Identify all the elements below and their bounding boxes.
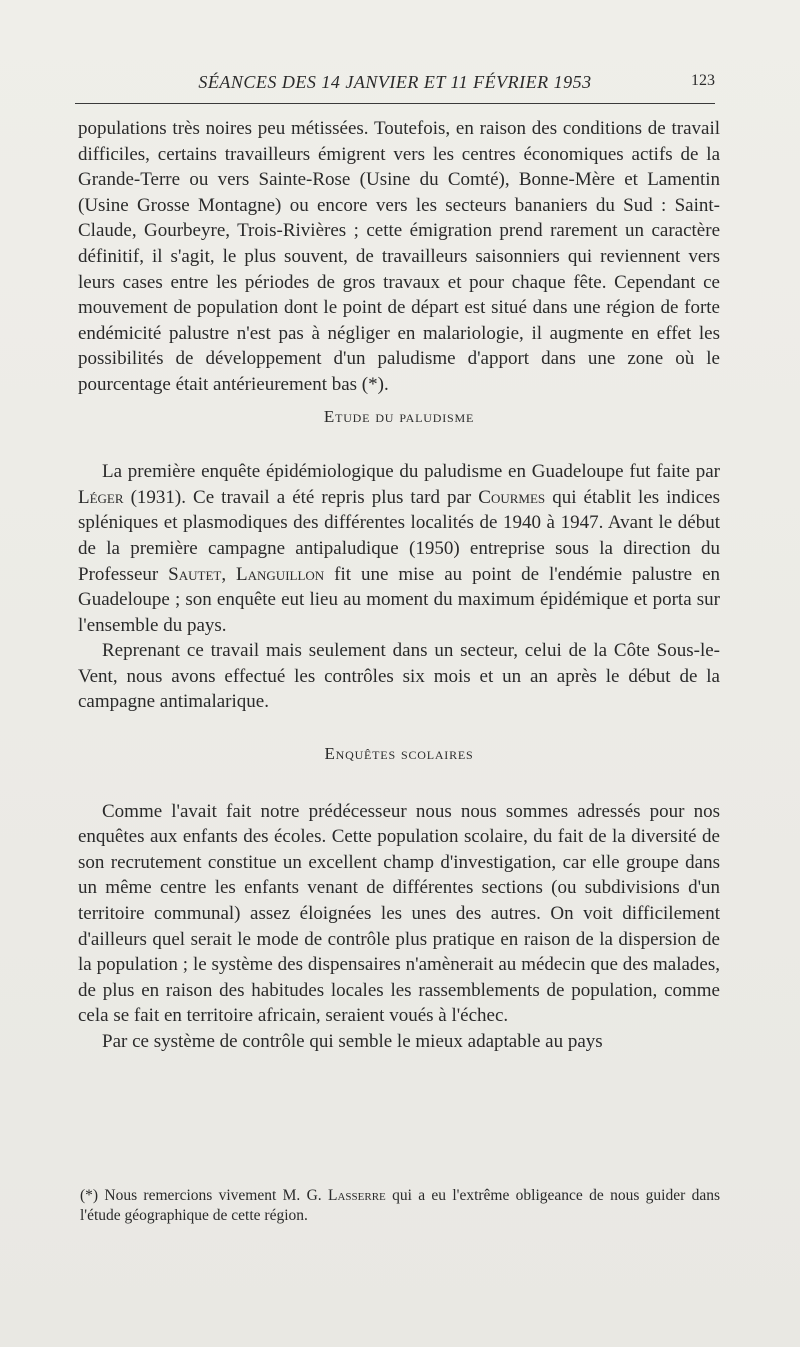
author-name-leger: Léger xyxy=(78,486,124,508)
paragraph-premiere-enquete xyxy=(78,459,720,638)
running-title: SÉANCES DES 14 JANVIER ET 11 FÉVRIER 1953 xyxy=(198,72,592,92)
author-name-courmes: Courmes xyxy=(478,486,546,508)
author-name-languillon: Languillon xyxy=(236,563,325,585)
paragraph-par-ce-systeme: Par ce système de contrôle qui semble le mieux adaptable au pays xyxy=(102,1031,603,1052)
section-heading-etude-paludisme: Etude du paludisme xyxy=(323,406,475,426)
paragraph-text: qui établit les indices spléniques et plasmodiques des différentes localités de 1940 à 1947. Avant le début de la première campagne antipaludique (1950) entreprise sous la direction du Professeur xyxy=(78,486,720,585)
paragraph-text: , xyxy=(221,563,237,585)
footnote-text: qui a eu l'extrême obligeance de nous guider dans l'étude géographique de cette région. xyxy=(80,1187,720,1224)
intro-paragraph: populations très noires peu métissées. Toutefois, en raison des conditions de travail difficiles, certains travailleurs émigrent vers les centres économiques actifs de la Grande-Terre ou vers Sainte-Rose (Usine du Comté), Bonne-Mère et Lamentin (Usine Grosse Montagne) ou encore vers les secteurs bananiers du Sud : Saint-Claude, Gourbeyre, Trois-Rivières ; cette émigration prend rarement un caractère définitif, il s'agit, le plus souvent, de travailleurs saisonniers qui reviennent vers leurs cases entre les périodes de gros travaux et pour chaque fête. Cependant ce mouvement de population dont le point de départ est situé dans une région de forte endémicité palustre n'est pas à négliger en malariologie, il augmente en effet les possibilités de développement d'un paludisme d'apport dans une zone où le pourcentage était antérieurement bas (*). xyxy=(78,118,720,395)
paragraph-text: (1931). Ce travail a été repris plus tard par xyxy=(123,486,479,508)
paragraph-text: fit une mise au point de l'endémie palustre en Guadeloupe ; son enquête eut lieu au moment du maximum épidémique et porta sur l'ensemble du pays. xyxy=(78,563,721,636)
header-rule xyxy=(75,103,715,104)
page-number: 123 xyxy=(691,72,715,89)
running-head xyxy=(75,72,715,102)
paragraph-comme-l-avait-fait: Comme l'avait fait notre prédécesseur nous nous sommes adressés pour nos enquêtes aux enfants des écoles. Cette population scolaire, du fait de la diversité de son recrutement constitue un excellent champ d'investigation, car elle groupe dans un même centre les enfants venant de différentes sections (ou subdivisions d'un territoire communal) assez éloignées les unes des autres. On voit difficilement d'ailleurs quel serait le mode de contrôle plus pratique en raison de la dispersion de la population ; le système des dispensaires n'amènerait au médecin que des malades, de plus en raison des habitudes locales les rassemblements de population, comme cela se fait en territoire africain, seraient voués à l'échec. xyxy=(78,800,720,1027)
footnote-name-lasserre: Lasserre xyxy=(327,1187,386,1204)
paragraph-reprenant: Reprenant ce travail mais seulement dans un secteur, celui de la Côte Sous-le-Vent, nous avons effectué les contrôles six mois et un an après le début de la campagne antimalarique. xyxy=(78,640,720,713)
footnote xyxy=(80,1186,720,1226)
footnote-text: (*) Nous remercions vivement M. G. xyxy=(80,1187,328,1204)
author-name-sautet: Sautet xyxy=(168,563,222,585)
section-heading-enquetes-scolaires: Enquêtes scolaires xyxy=(324,744,474,764)
body-text xyxy=(78,116,720,1055)
paragraph-text: La première enquête épidémiologique du paludisme en Guadeloupe fut faite par xyxy=(102,461,720,483)
